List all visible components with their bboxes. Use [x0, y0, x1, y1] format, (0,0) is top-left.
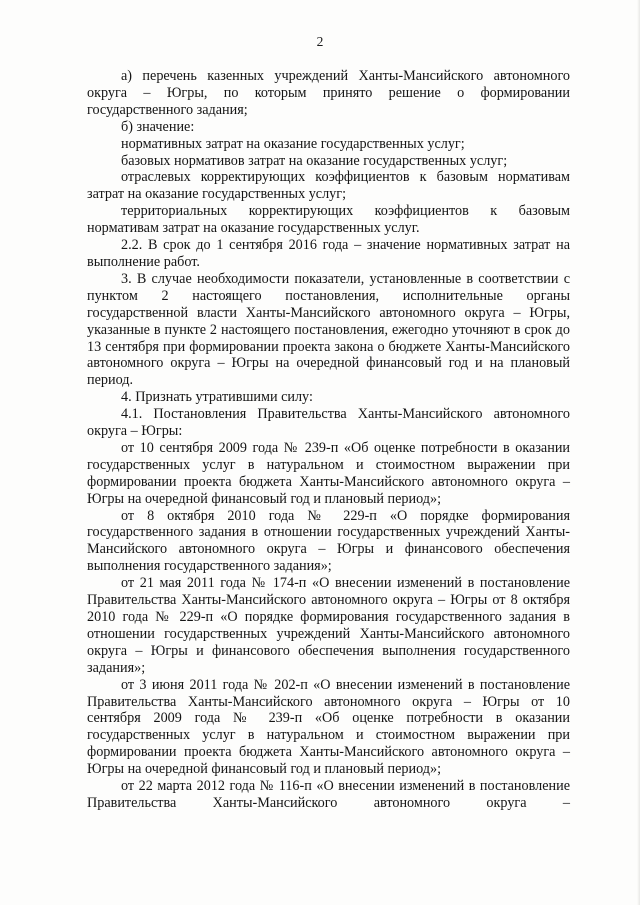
paragraph-resolution-229p: от 8 октября 2010 года № 229-п «О порядке формирования государственного задания в отношении государственных учреждений Ханты-Мансийского автономного округа – Югры и финансового обеспечения выполнения государственного задания»; — [87, 507, 570, 575]
paragraph-territorial-coefficients: территориальных корректирующих коэффициентов к базовым нормативам затрат на оказание государственных услуг. — [87, 203, 570, 237]
paragraph-resolution-116p: от 22 марта 2012 года № 116-п «О внесении изменений в постановление Правительства Ханты-Мансийского автономного округа – — [87, 778, 570, 811]
paragraph-item-3: 3. В случае необходимости показатели, установленные в соответствии с пунктом 2 настоящего постановления, исполнительные органы государственной власти Ханты-Мансийского автономного округа – Югры, указанные в пункте 2 настоящего постановления, ежегодно уточняют в срок до 13 сентября при формировании проекта закона о бюджете Ханты-Мансийского автономного округа – Югры на очередной финансовый год и на плановый период. — [87, 270, 570, 389]
paragraph-base-norms: базовых нормативов затрат на оказание государственных услуг; — [121, 152, 508, 169]
page-number: 2 — [316, 34, 324, 49]
paragraph-item-2-2: 2.2. В срок до 1 сентября 2016 года – значение нормативных затрат на выполнение работ. — [87, 237, 570, 270]
paragraph-resolution-174p: от 21 мая 2011 года № 174-п «О внесении изменений в постановление Правительства Ханты-Мансийского автономного округа – Югры от 8 октября 2010 года № 229-п «О порядке формирования государственного задания в отношении государственных учреждений Ханты-Мансийского автономного округа – Югры и финансового обеспечения выполнения государственного задания»; — [87, 575, 570, 676]
paragraph-list-of-institutions: а) перечень казенных учреждений Ханты-Мансийского автономного округа – Югры, по которым принято решение о формировании государственного задания; — [87, 68, 570, 118]
paragraph-sector-coefficients: отраслевых корректирующих коэффициентов к базовым нормативам затрат на оказание государственных услуг; — [87, 169, 570, 203]
paragraph-values-heading: б) значение: — [121, 118, 195, 135]
paragraph-resolution-239p: от 10 сентября 2009 года № 239-п «Об оценке потребности в оказании государственных услуг в натуральном и стоимостном выражении при формировании проекта бюджета Ханты-Мансийского автономного округа – Югры на очередной финансовый год и плановый период»; — [87, 439, 570, 507]
paragraph-item-4-1: 4.1. Постановления Правительства Ханты-Мансийского автономного округа – Югры: — [87, 406, 570, 440]
paragraph-item-4: 4. Признать утратившими силу: — [121, 389, 313, 406]
document-body — [87, 68, 570, 812]
paragraph-resolution-202p: от 3 июня 2011 года № 202-п «О внесении изменений в постановление Правительства Ханты-Мансийского автономного округа – Югры от 10 сентября 2009 года № 239-п «Об оценке потребности в оказании государственных услуг в натуральном и стоимостном выражении при формировании проекта бюджета Ханты-Мансийского автономного округа – Югры на очередной финансовый год и плановый период»; — [87, 676, 570, 778]
paragraph-normative-costs: нормативных затрат на оказание государственных услуг; — [121, 135, 465, 152]
